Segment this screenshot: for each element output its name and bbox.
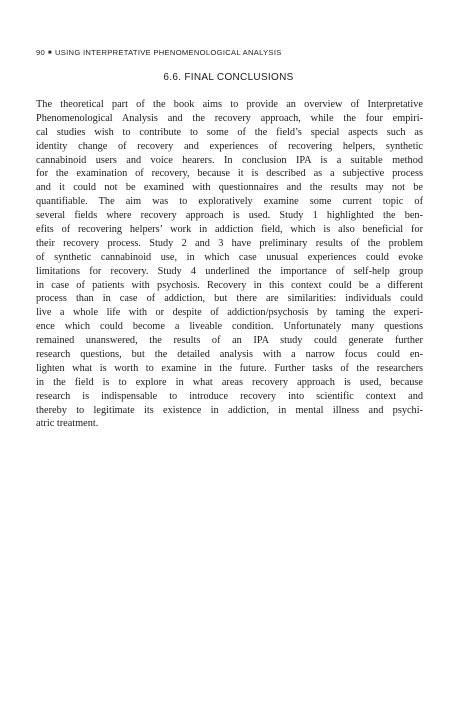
paragraph-line: ence which could become a liveable condition. Unfortunately many questions (36, 321, 423, 333)
paragraph-line: for the examination of recovery, because it is described as a subjective process (36, 168, 423, 180)
paragraph-line: quantifiable. The aim was to exploratively examine some current topic of (36, 196, 423, 208)
paragraph-line: limitations for recovery. Study 4 underlined the importance of self-help group (36, 265, 423, 277)
paragraph-line: lighten what is worth to examine in the future. Further tasks of the researchers (36, 362, 423, 374)
paragraph-line: identity change of recovery and experiences of recovering helpers, synthetic (36, 140, 423, 152)
paragraph-line: The theoretical part of the book aims to provide an overview of Interpretative (36, 99, 423, 110)
paragraph-line: Phenomenological Analysis and the recovery approach, while the four empiri- (36, 112, 423, 124)
separator-square-icon: ■ (48, 50, 52, 56)
paragraph-line: live a whole life with or despite of addiction/psychosis by taming the experi- (36, 307, 423, 319)
paragraph-line: atric treatment. (36, 418, 99, 430)
running-title: USING INTERPRETATIVE PHENOMENOLOGICAL ANALYSIS (54, 48, 282, 57)
paragraph-line: efits of recovering helpers’ work in addiction field, which is also beneficial for (36, 224, 423, 236)
paragraph-line: remained unanswered, the results of an IPA study could generate further (36, 335, 423, 347)
paragraph-line: research is indispensable to introduce recovery into scientific context and (36, 390, 423, 402)
running-head (36, 48, 282, 57)
page-number: 90 (36, 48, 46, 57)
paragraph-line: process than in case of addiction, but there are similarities: individuals could (36, 293, 423, 305)
paragraph-line: research questions, but the detailed analysis with a narrow focus could en- (36, 349, 423, 361)
paragraph-line: in case of patients with psychosis. Recovery in this context could be a different (36, 279, 423, 291)
paragraph-line: in the field is to explore in what areas recovery approach is used, because (36, 376, 423, 388)
paragraph-line: and it could not be examined with questionnaires and the results may not be (36, 182, 423, 194)
paragraph-line: their recovery process. Study 2 and 3 have preliminary results of the problem (36, 237, 423, 249)
paragraph-line: of synthetic cannabinoid use, in which case unusual experiences could evoke (36, 251, 423, 263)
body-paragraph (36, 98, 423, 431)
paragraph-line: thereby to legitimate its existence in addiction, in mental illness and psychi- (36, 404, 423, 416)
paragraph-line: cal studies wish to contribute to some of the field’s special aspects such as (36, 126, 423, 138)
section-title: 6.6. FINAL CONCLUSIONS (163, 72, 294, 83)
paragraph-line: cannabinoid users and voice hearers. In conclusion IPA is a suitable method (36, 154, 423, 166)
paragraph-line: several fields where recovery approach is used. Study 1 highlighted the ben- (36, 210, 423, 222)
